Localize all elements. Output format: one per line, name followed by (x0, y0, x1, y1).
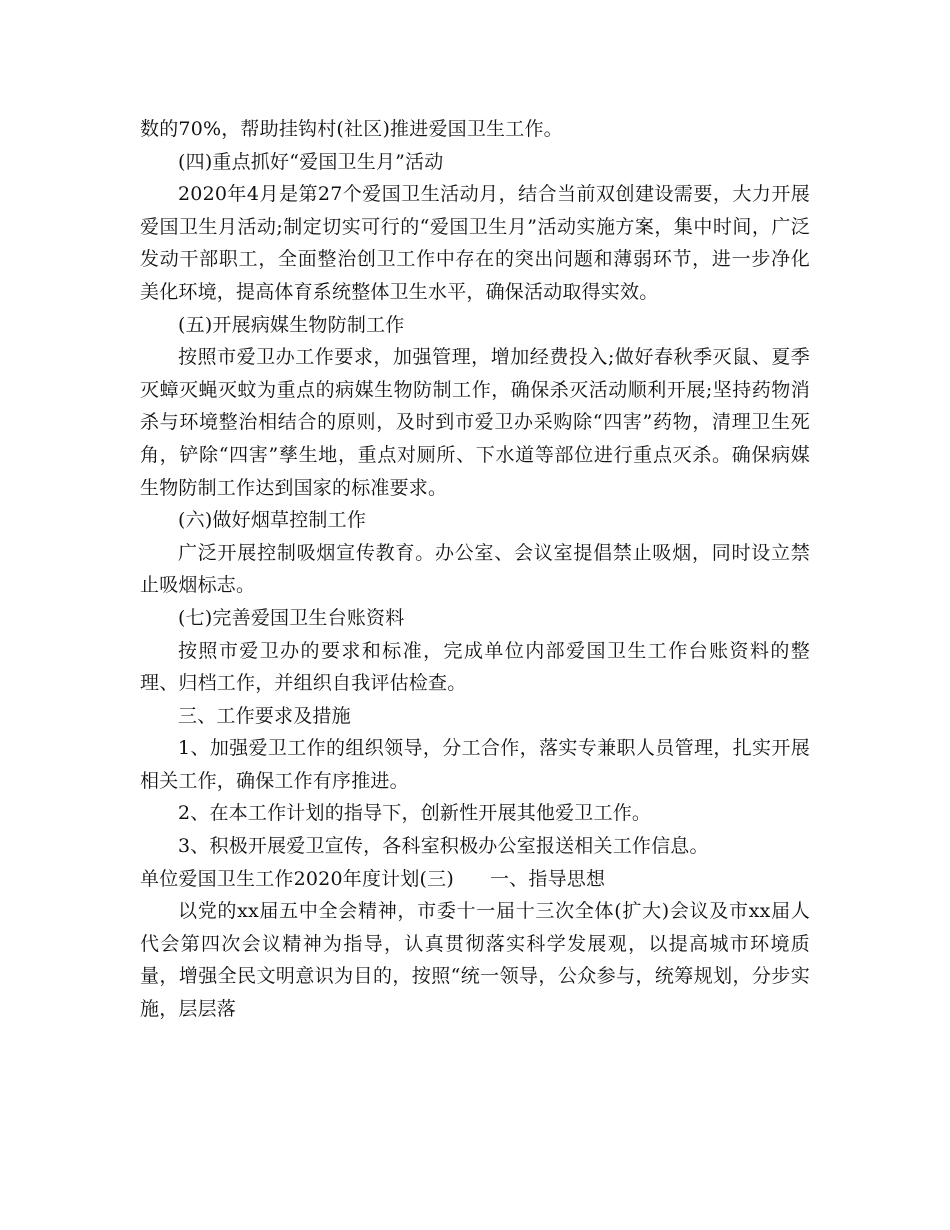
paragraph-guiding-ideology: 以党的xx届五中全会精神，市委十一届十三次全体(扩大)会议及市xx届人代会第四次会议精神为指导，认真贯彻落实科学发展观，以提高城市环境质量，增强全民文明意识为目的，按照“统一领导，公众参与，统筹规划，分步实施，层层落 (140, 900, 810, 1021)
section-heading-requirements: 三、工作要求及措施 (178, 704, 351, 727)
list-item-3: 3、积极开展爱卫宣传，各科室积极办公室报送相关工作信息。 (178, 835, 709, 858)
paragraph-patriotic-health-month: 2020年4月是第27个爱国卫生活动月，结合当前双创建设需要，大力开展爱国卫生月活动;制定切实可行的“爱国卫生月”活动实施方案，集中时间，广泛发动干部职工，全面整治创卫工作中存在的突出问题和薄弱环节，进一步净化美化环境，提高体育系统整体卫生水平，确保活动取得实效。 (140, 183, 810, 303)
list-item-2: 2、在本工作计划的指导下，创新性开展其他爱卫工作。 (178, 802, 652, 825)
paragraph-tobacco-control: 广泛开展控制吸烟宣传教育。办公室、会议室提倡禁止吸烟，同时设立禁止吸烟标志。 (140, 541, 810, 597)
section-heading-4: (四)重点抓好“爱国卫生月”活动 (178, 150, 444, 173)
section-heading-7: (七)完善爱国卫生台账资料 (178, 606, 405, 629)
paragraph-records: 按照市爱卫办的要求和标准，完成单位内部爱国卫生工作台账资料的整理、归档工作，并组织自我评估检查。 (140, 639, 810, 695)
document-body (140, 113, 810, 1026)
plan-subtitle: 一、指导思想 (489, 867, 606, 890)
heading-line (140, 863, 810, 896)
list-item-1: 1、加强爱卫工作的组织领导，分工合作，落实专兼职人员管理，扎实开展相关工作，确保工作有序推进。 (140, 737, 810, 792)
paragraph-1: 数的70%，帮助挂钩村(社区)推进爱国卫生工作。 (140, 118, 563, 140)
section-heading-5: (五)开展病媒生物防制工作 (178, 313, 405, 336)
plan-title: 单位爱国卫生工作2020年度计划(三) (140, 867, 454, 890)
paragraph-vector-control: 按照市爱卫办工作要求，加强管理，增加经费投入;做好春秋季灭鼠、夏季灭蟑灭蝇灭蚊为重点的病媒生物防制工作，确保杀灭活动顺利开展;坚持药物消杀与环境整治相结合的原则，及时到市爱卫办采购除“四害”药物，清理卫生死角，铲除“四害”孳生地，重点对厕所、下水道等部位进行重点灭杀。确保病媒生物防制工作达到国家的标准要求。 (140, 346, 810, 499)
section-heading-6: (六)做好烟草控制工作 (178, 509, 367, 532)
